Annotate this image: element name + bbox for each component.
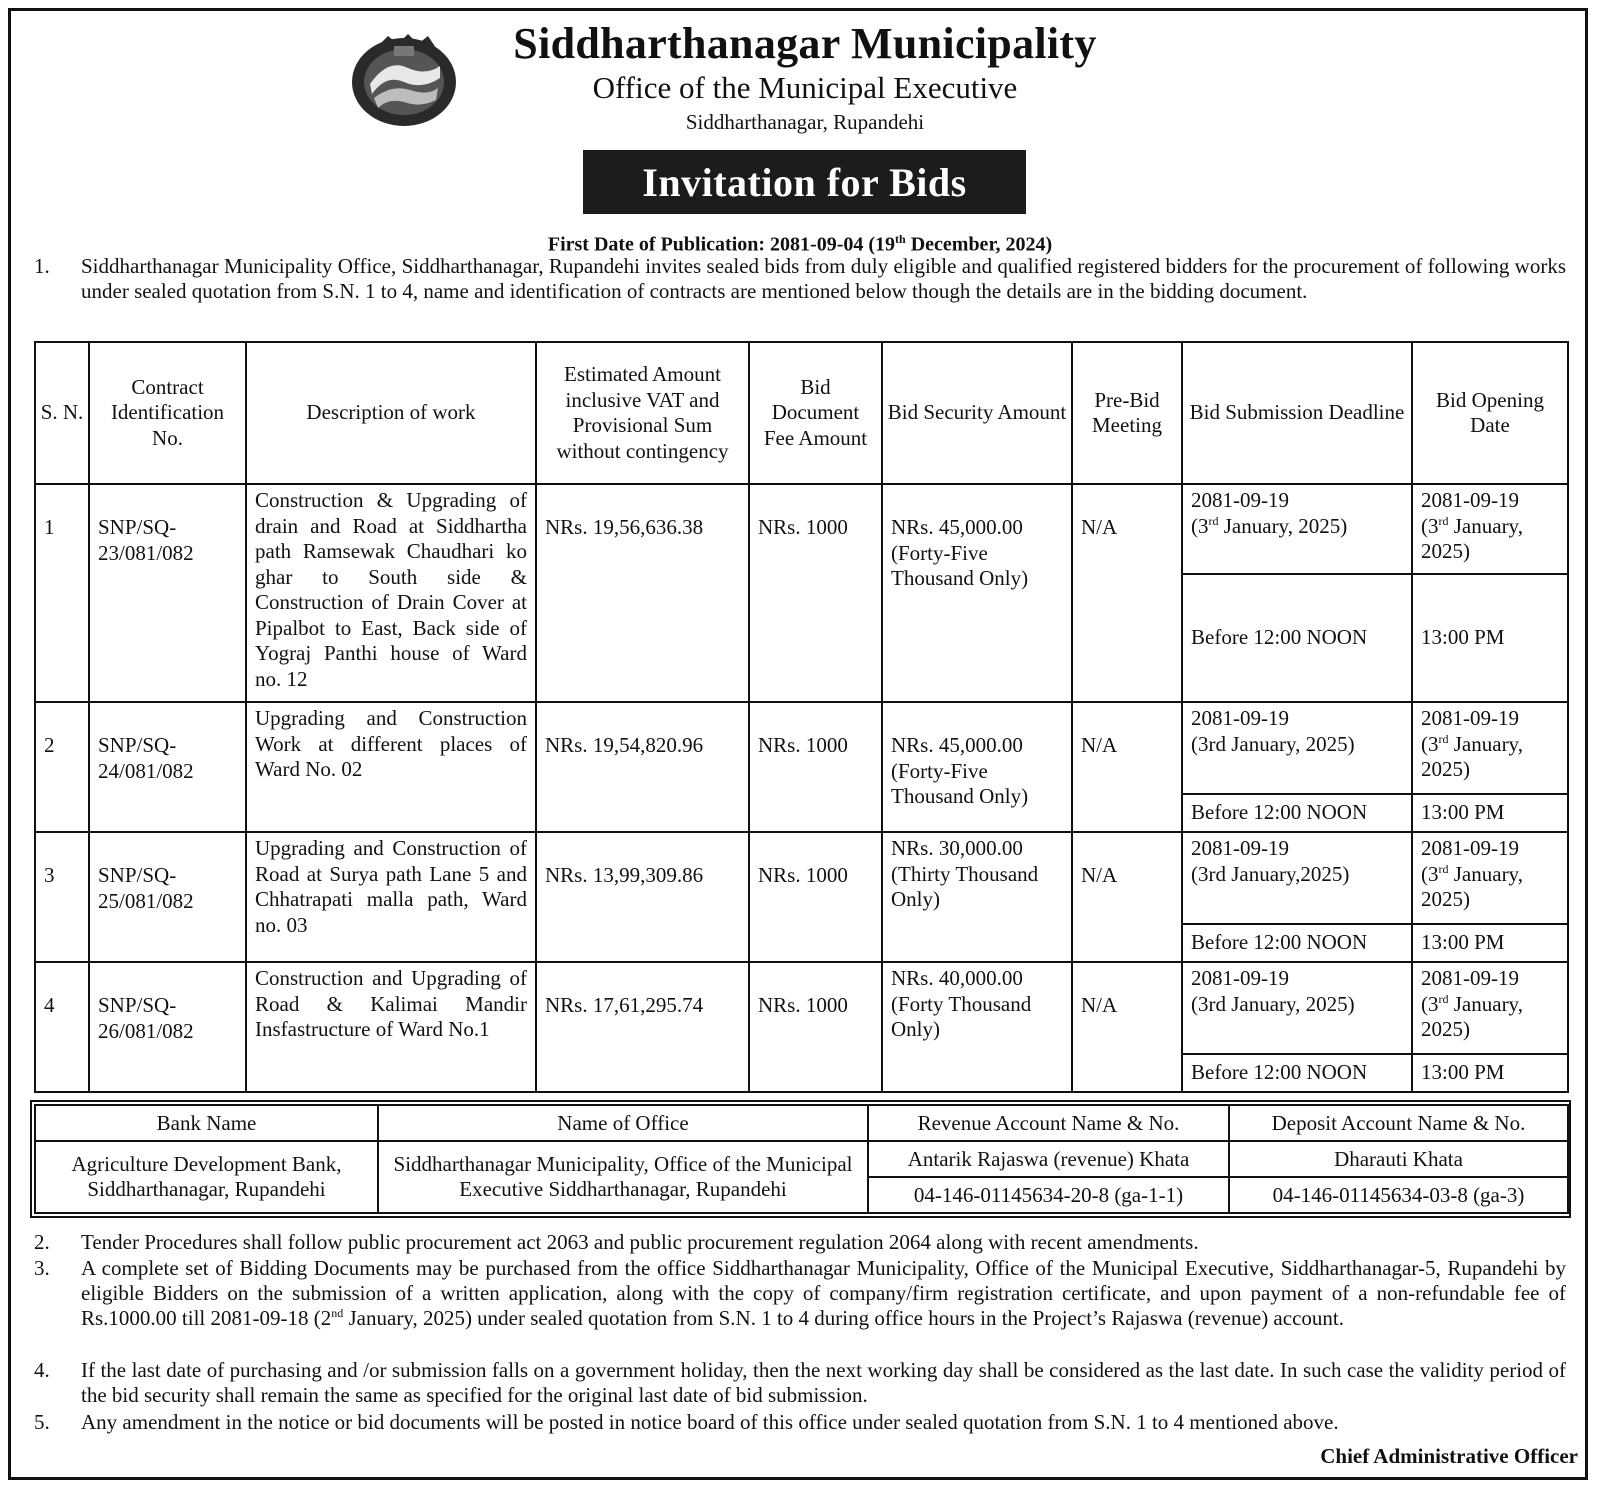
cell-prebid: N/A <box>1072 484 1182 702</box>
clause-text: If the last date of purchasing and /or submission falls on a government holiday, then the next working day shall be considered as the last date. In such case the validity period of the bid security shall remain the same as specified for the original last date of bid submission. <box>81 1358 1566 1407</box>
office-subtitle: Office of the Municipal Executive <box>592 70 1018 105</box>
cell-submission-time: Before 12:00 NOON <box>1182 924 1412 962</box>
cell-office-name: Siddharthanagar Municipality, Office of the Municipal Executive Siddharthanagar, Rupandehi <box>378 1141 868 1213</box>
clause-text: Tender Procedures shall follow public procurement act 2063 and public procurement regulation 2064 along with recent amendments. <box>81 1230 1199 1254</box>
cell-security: NRs. 45,000.00 (Forty-Five Thousand Only) <box>882 484 1072 702</box>
cell-deposit-number: 04-146-01145634-03-8 (ga-3) <box>1229 1177 1568 1213</box>
cell-submission-date: 2081-09-19 (3rd January, 2025) <box>1182 702 1412 794</box>
cell-sn: 1 <box>35 484 89 702</box>
cell-sn: 2 <box>35 702 89 832</box>
header-security: Bid Security Amount <box>882 342 1072 484</box>
cell-opening-time: 13:00 PM <box>1412 574 1568 702</box>
cell-description: Construction & Upgrading of drain and Road at Siddhartha path Ramsewak Chaudhari ko ghar to South side & Construction of Drain Cover at Pipalbot to East, Back side of Yograj Panthi house of Ward no. 12 <box>246 484 536 702</box>
clause-2 <box>34 1230 1566 1256</box>
table-row <box>35 832 1568 924</box>
cell-prebid: N/A <box>1072 702 1182 832</box>
publication-date: First Date of Publication: 2081-09-04 (19th December, 2024) <box>547 232 1053 256</box>
header-description: Description of work <box>246 342 536 484</box>
cell-prebid: N/A <box>1072 832 1182 962</box>
header-deposit-account: Deposit Account Name & No. <box>1229 1105 1568 1141</box>
bank-details-table <box>34 1104 1569 1214</box>
cell-deposit-name: Dharauti Khata <box>1229 1141 1568 1177</box>
cell-revenue-name: Antarik Rajaswa (revenue) Khata <box>868 1141 1229 1177</box>
cell-doc-fee: NRs. 1000 <box>749 962 882 1092</box>
cell-doc-fee: NRs. 1000 <box>749 702 882 832</box>
clause-4 <box>34 1358 1566 1410</box>
bids-table <box>34 341 1569 1093</box>
cell-submission-time: Before 12:00 NOON <box>1182 794 1412 832</box>
cell-contract-id: SNP/SQ-24/081/082 <box>89 702 246 832</box>
cell-description: Upgrading and Construction of Road at Surya path Lane 5 and Chhatrapati malla path, Ward no. 03 <box>246 832 536 962</box>
header-bank-name: Bank Name <box>35 1105 378 1141</box>
cell-submission-time: Before 12:00 NOON <box>1182 1054 1412 1092</box>
clause-number: 4. <box>34 1358 50 1382</box>
table-header-row <box>35 342 1568 484</box>
clause-3 <box>34 1256 1566 1358</box>
clause-text: Siddharthanagar Municipality Office, Siddharthanagar, Rupandehi invites sealed bids from duly eligible and qualified registered bidders for the procurement of following works under sealed quotation from S.N. 1 to 4, name and identification of contracts are mentioned below though the details are in the bidding document. <box>81 254 1566 303</box>
clause-5 <box>34 1410 1566 1436</box>
clause-text: Any amendment in the notice or bid documents will be posted in notice board of this office under sealed quotation from S.N. 1 to 4 mentioned above. <box>81 1410 1339 1434</box>
cell-estimated: NRs. 19,56,636.38 <box>536 484 749 702</box>
cell-contract-id: SNP/SQ-23/081/082 <box>89 484 246 702</box>
cell-description: Construction and Upgrading of Road & Kalimai Mandir Insfastructure of Ward No.1 <box>246 962 536 1092</box>
header-prebid: Pre-Bid Meeting <box>1072 342 1182 484</box>
cell-security: NRs. 45,000.00 (Forty-Five Thousand Only) <box>882 702 1072 832</box>
cell-estimated: NRs. 17,61,295.74 <box>536 962 749 1092</box>
header-doc-fee: Bid Document Fee Amount <box>749 342 882 484</box>
cell-estimated: NRs. 13,99,309.86 <box>536 832 749 962</box>
cell-opening-time: 13:00 PM <box>1412 924 1568 962</box>
cell-submission-date: 2081-09-19 (3rd January,2025) <box>1182 832 1412 924</box>
cell-opening-date: 2081-09-19 (3rd January, 2025) <box>1412 962 1568 1054</box>
cell-estimated: NRs. 19,54,820.96 <box>536 702 749 832</box>
cell-security: NRs. 30,000.00 (Thirty Thousand Only) <box>882 832 1072 962</box>
cell-prebid: N/A <box>1072 962 1182 1092</box>
cell-bank-name: Agriculture Development Bank, Siddharthanagar, Rupandehi <box>35 1141 378 1213</box>
bank-row <box>35 1141 1568 1177</box>
table-row <box>35 484 1568 574</box>
cell-opening-time: 13:00 PM <box>1412 794 1568 832</box>
header-sn: S. N. <box>35 342 89 484</box>
cell-doc-fee: NRs. 1000 <box>749 484 882 702</box>
cell-opening-date: 2081-09-19 (3rd January, 2025) <box>1412 484 1568 574</box>
cell-security: NRs. 40,000.00 (Forty Thousand Only) <box>882 962 1072 1092</box>
clause-number: 5. <box>34 1410 50 1434</box>
cell-contract-id: SNP/SQ-26/081/082 <box>89 962 246 1092</box>
header-estimated: Estimated Amount inclusive VAT and Provisional Sum without contingency <box>536 342 749 484</box>
table-row <box>35 962 1568 1054</box>
notice-banner: Invitation for Bids <box>583 150 1026 214</box>
cell-submission-time: Before 12:00 NOON <box>1182 574 1412 702</box>
table-row <box>35 702 1568 794</box>
header-office-name: Name of Office <box>378 1105 868 1141</box>
cell-description: Upgrading and Construction Work at different places of Ward No. 02 <box>246 702 536 832</box>
clause-text: A complete set of Bidding Documents may be purchased from the office Siddharthanagar Municipality, Office of the Municipal Executive, Siddharthanagar-5, Rupandehi by eligible Bidders on the submission of a written application, along with the copy of company/firm registration certificate, and upon payment of a non-refundable fee of Rs.1000.00 till 2081-09-18 (2nd January, 2025) under sealed quotation from S.N. 1 to 4 during office hours in the Project’s Rajaswa (revenue) account. <box>81 1256 1566 1330</box>
nepal-government-emblem-icon <box>348 28 460 128</box>
office-location: Siddharthanagar, Rupandehi <box>685 110 925 134</box>
clause-1 <box>34 254 1566 332</box>
clause-number: 1. <box>34 254 50 278</box>
header-opening: Bid Opening Date <box>1412 342 1568 484</box>
header-contract-id: Contract Identification No. <box>89 342 246 484</box>
cell-submission-date: 2081-09-19 (3rd January, 2025) <box>1182 962 1412 1054</box>
header-submission: Bid Submission Deadline <box>1182 342 1412 484</box>
cell-opening-time: 13:00 PM <box>1412 1054 1568 1092</box>
signature-title: Chief Administrative Officer <box>1320 1444 1578 1468</box>
cell-opening-date: 2081-09-19 (3rd January, 2025) <box>1412 702 1568 794</box>
header-revenue-account: Revenue Account Name & No. <box>868 1105 1229 1141</box>
cell-doc-fee: NRs. 1000 <box>749 832 882 962</box>
bank-header-row <box>35 1105 1568 1141</box>
cell-contract-id: SNP/SQ-25/081/082 <box>89 832 246 962</box>
cell-submission-date: 2081-09-19 (3rd January, 2025) <box>1182 484 1412 574</box>
cell-sn: 4 <box>35 962 89 1092</box>
page-title: Siddharthanagar Municipality <box>513 19 1097 68</box>
cell-opening-date: 2081-09-19 (3rd January, 2025) <box>1412 832 1568 924</box>
cell-sn: 3 <box>35 832 89 962</box>
cell-revenue-number: 04-146-01145634-20-8 (ga-1-1) <box>868 1177 1229 1213</box>
clause-number: 2. <box>34 1230 50 1254</box>
clause-number: 3. <box>34 1256 50 1280</box>
